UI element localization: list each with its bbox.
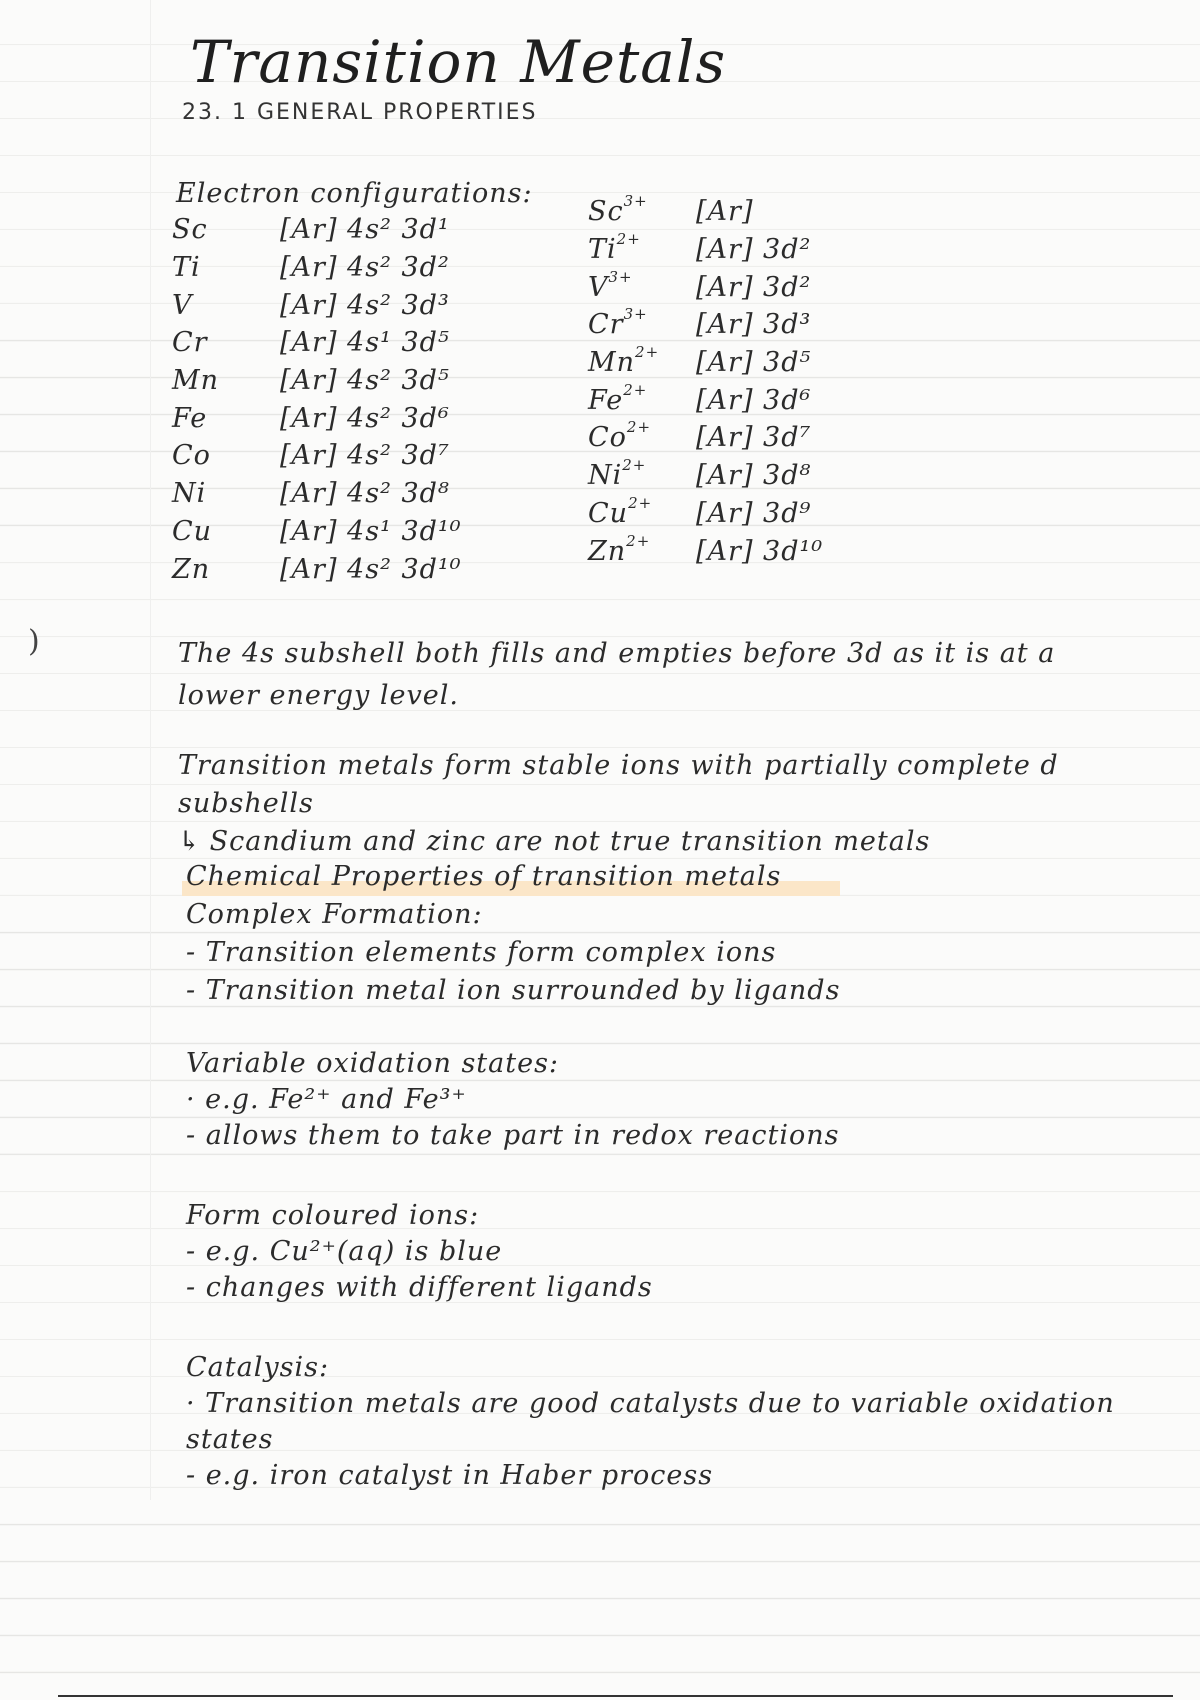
para-4s-line2: lower energy level. <box>178 680 459 711</box>
atom-configuration: [Ar] 4s² 3d⁸ <box>280 478 450 510</box>
list-item: - Transition elements form complex ions <box>186 937 777 968</box>
table-row <box>172 550 462 588</box>
chemical-heading: Chemical Properties of transition metals <box>182 858 840 896</box>
atom-symbol-text: Fe <box>172 402 208 434</box>
list-item: · e.g. Fe²⁺ and Fe³⁺ <box>186 1084 467 1115</box>
list-item: · Transition metals are good catalysts due to variable oxidation states <box>186 1388 1115 1455</box>
list-item: - Transition metal ion surrounded by ligands <box>186 975 841 1006</box>
ion-symbol-text: V <box>588 271 609 303</box>
list-item: - changes with different ligands <box>186 1272 653 1303</box>
ion-configuration: [Ar] 3d³ <box>696 309 812 341</box>
ion-charge: 3+ <box>623 192 648 211</box>
ion-symbol <box>588 381 696 419</box>
atom-symbol <box>172 249 280 287</box>
atom-symbol-text: Cu <box>172 515 213 547</box>
variable-section <box>182 1046 840 1154</box>
ion-charge: 3+ <box>608 267 633 286</box>
ion-symbol <box>588 344 696 382</box>
section-subtitle: 23. 1 GENERAL PROPERTIES <box>182 100 538 125</box>
ion-configuration: [Ar] 3d⁵ <box>696 347 812 379</box>
atom-configuration: [Ar] 4s² 3d⁵ <box>280 365 450 397</box>
atom-symbol <box>172 437 280 475</box>
ion-charge: 2+ <box>622 456 647 475</box>
atom-symbol <box>172 513 280 551</box>
atom-configuration: [Ar] 4s² 3d³ <box>280 289 450 321</box>
atom-configuration: [Ar] 4s¹ 3d⁵ <box>280 327 450 359</box>
ion-configuration: [Ar] 3d¹⁰ <box>696 535 824 567</box>
atom-symbol-text: Cr <box>172 327 208 359</box>
bottom-rule <box>58 1695 1173 1697</box>
ion-charge: 2+ <box>616 230 641 249</box>
atom-symbol <box>172 399 280 437</box>
table-row <box>588 231 823 269</box>
para-stable-line2: Scandium and zinc are not true transition metals <box>209 826 931 857</box>
ion-charge: 3+ <box>623 305 648 324</box>
atom-configuration: [Ar] 4s² 3d⁶ <box>280 402 450 434</box>
ion-configuration: [Ar] 3d⁹ <box>696 497 812 529</box>
table-row <box>588 193 823 231</box>
page-title: Transition Metals <box>190 28 727 96</box>
table-row <box>588 344 823 382</box>
atom-symbol <box>172 475 280 513</box>
table-row <box>172 513 462 551</box>
atom-symbol-text: V <box>172 289 193 321</box>
ion-configuration: [Ar] 3d⁸ <box>696 460 812 492</box>
atom-configuration: [Ar] 4s² 3d⁷ <box>280 440 450 472</box>
margin-mark: ) <box>28 624 40 659</box>
ion-charge: 2+ <box>626 418 652 437</box>
coloured-section <box>182 1198 653 1306</box>
ion-symbol-text: Zn <box>588 535 627 567</box>
ion-symbol-text: Cr <box>588 309 624 341</box>
table-row <box>172 286 462 324</box>
catalysis-section <box>182 1350 1200 1494</box>
ion-symbol-text: Mn <box>588 347 636 379</box>
table-row <box>172 399 462 437</box>
list-item: - allows them to take part in redox reactions <box>186 1120 840 1151</box>
variable-heading: Variable oxidation states: <box>186 1048 560 1079</box>
table-row <box>172 475 462 513</box>
table-row <box>588 306 823 344</box>
complex-subheading: Complex Formation: <box>186 899 483 930</box>
ion-config-table <box>588 193 823 570</box>
table-row <box>588 419 823 457</box>
ion-symbol <box>588 268 696 306</box>
ion-symbol-text: Sc <box>588 196 624 228</box>
atom-symbol <box>172 324 280 362</box>
atom-symbol-text: Sc <box>172 214 208 246</box>
table-row <box>172 324 462 362</box>
table-row <box>588 381 823 419</box>
table-row <box>588 532 823 570</box>
ion-charge: 2+ <box>623 380 648 399</box>
atom-configuration: [Ar] 4s¹ 3d¹⁰ <box>280 515 462 547</box>
atom-symbol <box>172 550 280 588</box>
atom-configuration: [Ar] 4s² 3d¹ <box>280 214 450 246</box>
atom-configuration: [Ar] 4s² 3d¹⁰ <box>280 553 462 585</box>
coloured-heading: Form coloured ions: <box>186 1200 480 1231</box>
ion-symbol-text: Cu <box>588 497 629 529</box>
atom-symbol <box>172 286 280 324</box>
table-row <box>172 362 462 400</box>
atom-symbol-text: Ti <box>172 252 201 284</box>
catalysis-heading: Catalysis: <box>186 1352 330 1383</box>
ion-charge: 2+ <box>628 493 653 512</box>
table-row <box>588 495 823 533</box>
config-heading: Electron configurations: <box>176 178 533 209</box>
atom-symbol <box>172 211 280 249</box>
ion-symbol-text: Ni <box>588 460 623 492</box>
atom-symbol-text: Mn <box>172 365 220 397</box>
margin-line <box>150 0 151 1500</box>
arrow-icon: ↳ <box>178 826 202 857</box>
table-row <box>172 437 462 475</box>
ion-configuration: [Ar] 3d⁶ <box>696 384 812 416</box>
para-stable-line1: Transition metals form stable ions with partially complete d subshells <box>178 750 1059 819</box>
para-4s-line1: The 4s subshell both fills and empties before 3d as it is at a <box>178 638 1056 669</box>
atom-configuration: [Ar] 4s² 3d² <box>280 252 450 284</box>
ion-configuration: [Ar] 3d² <box>696 271 812 303</box>
atom-symbol-text: Zn <box>172 553 211 585</box>
para-stable-ions <box>178 747 1178 861</box>
ion-charge: 2+ <box>626 531 651 550</box>
ion-symbol <box>588 193 696 231</box>
para-stable-line2-wrap <box>178 823 1178 861</box>
atom-symbol-text: Ni <box>172 478 207 510</box>
list-item: - e.g. Cu²⁺(aq) is blue <box>186 1236 503 1267</box>
ion-configuration: [Ar] 3d² <box>696 234 812 266</box>
ion-symbol <box>588 532 696 570</box>
ion-charge: 2+ <box>635 343 660 362</box>
atom-config-table <box>172 211 462 588</box>
ion-symbol <box>588 495 696 533</box>
table-row <box>588 268 823 306</box>
table-row <box>172 211 462 249</box>
table-row <box>172 249 462 287</box>
ion-symbol <box>588 306 696 344</box>
table-row <box>588 457 823 495</box>
chemical-section <box>182 858 840 1010</box>
atom-symbol-text: Co <box>172 440 211 472</box>
ion-symbol <box>588 457 696 495</box>
ion-symbol-text: Ti <box>588 234 617 266</box>
ion-configuration: [Ar] 3d⁷ <box>696 422 812 454</box>
para-4s <box>178 633 1078 717</box>
atom-symbol <box>172 362 280 400</box>
ion-symbol-text: Co <box>588 422 627 454</box>
ion-symbol <box>588 231 696 269</box>
ion-symbol-text: Fe <box>588 384 624 416</box>
list-item: - e.g. iron catalyst in Haber process <box>186 1460 714 1491</box>
ion-symbol <box>588 419 696 457</box>
ion-configuration: [Ar] <box>696 196 754 228</box>
